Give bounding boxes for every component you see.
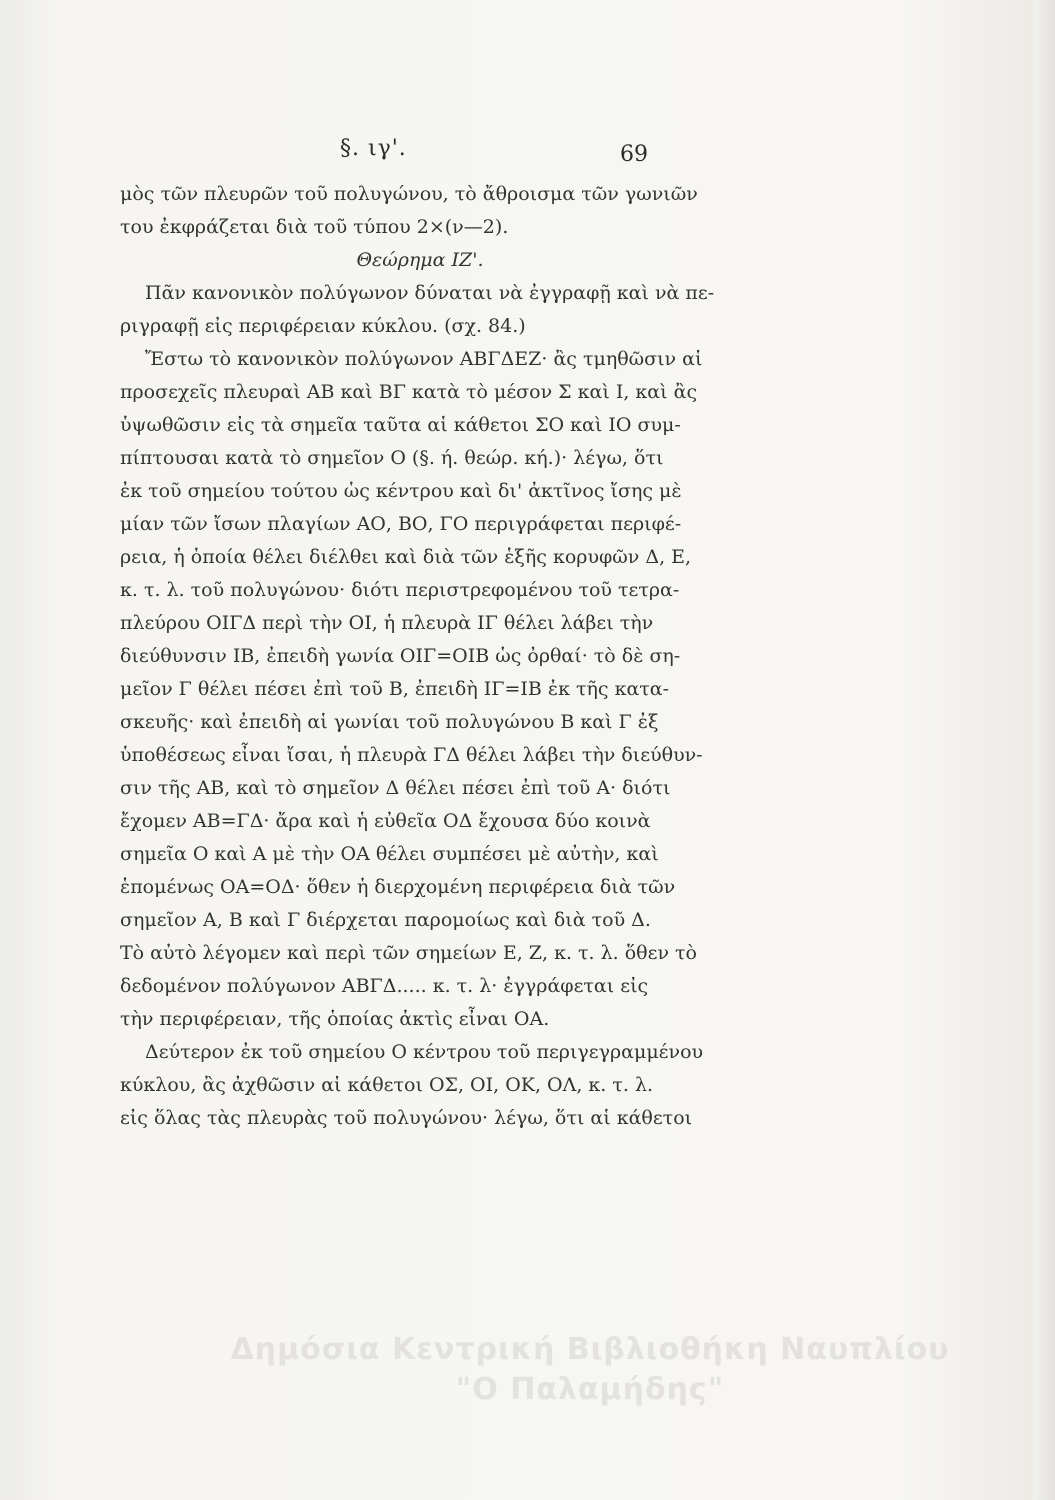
section-mark: §. ιγ'. — [340, 136, 407, 161]
text-line: Πᾶν κανονικὸν πολύγωνον δύναται νὰ ἐγγραφῇ καὶ νὰ πε- — [145, 282, 715, 304]
page-number: 69 — [620, 142, 648, 167]
text-line: ἐκ τοῦ σημείου τούτου ὡς κέντρου καὶ δι' ἀκτῖνος ἴσης μὲ — [120, 480, 682, 502]
text-line: Δεύτερον ἐκ τοῦ σημείου Ο κέντρου τοῦ περιγεγραμμένου — [145, 1041, 704, 1063]
text-line: εἰς ὅλας τὰς πλευρὰς τοῦ πολυγώνου· λέγω, ὅτι αἱ κάθετοι — [120, 1107, 693, 1129]
text-line: προσεχεῖς πλευραὶ ΑΒ καὶ ΒΓ κατὰ τὸ μέσον Σ καὶ Ι, καὶ ἂς — [120, 381, 698, 403]
text-line: κύκλου, ἂς ἀχθῶσιν αἱ κάθετοι ΟΣ, ΟΙ, ΟΚ, ΟΛ, κ. τ. λ. — [120, 1074, 654, 1096]
text-line: σημεῖα Ο καὶ Α μὲ τὴν ΟΑ θέλει συμπέσει μὲ αὐτὴν, καὶ — [120, 843, 659, 865]
watermark-line-2: "Ο Παλαμήδης" — [455, 1372, 725, 1407]
body-text — [120, 178, 720, 1135]
text-line: Τὸ αὐτὸ λέγομεν καὶ περὶ τῶν σημείων Ε, Ζ, κ. τ. λ. ὅθεν τὸ — [120, 942, 697, 964]
text-line: δεδομένον πολύγωνον ΑΒΓΔ..... κ. τ. λ· ἐγγράφεται εἰς — [120, 975, 649, 997]
text-line: σημεῖον Α, Β καὶ Γ διέρχεται παρομοίως καὶ διὰ τοῦ Δ. — [120, 909, 651, 931]
text-line: διεύθυνσιν ΙΒ, ἐπειδὴ γωνία ΟΙΓ=ΟΙΒ ὡς ὀρθαί· τὸ δὲ ση- — [120, 645, 681, 667]
text-line: τὴν περιφέρειαν, τῆς ὁποίας ἀκτὶς εἶναι ΟΑ. — [120, 1008, 550, 1030]
library-watermark — [230, 1330, 950, 1410]
page-header — [120, 130, 660, 174]
text-line: πλεύρου ΟΙΓΔ περὶ τὴν ΟΙ, ἡ πλευρὰ ΙΓ θέλει λάβει τὴν — [120, 612, 654, 634]
text-line: σιν τῆς ΑΒ, καὶ τὸ σημεῖον Δ θέλει πέσει ἐπὶ τοῦ Α· διότι — [120, 777, 671, 799]
text-line: ἔχομεν ΑΒ=ΓΔ· ἄρα καὶ ἡ εὐθεῖα ΟΔ ἔχουσα δύο κοινὰ — [120, 810, 651, 832]
text-line: μίαν τῶν ἴσων πλαγίων ΑΟ, ΒΟ, ΓΟ περιγράφεται περιφέ- — [120, 513, 682, 535]
text-line: κ. τ. λ. τοῦ πολυγώνου· διότι περιστρεφομένου τοῦ τετρα- — [120, 579, 680, 601]
text-line: σκευῆς· καὶ ἐπειδὴ αἱ γωνίαι τοῦ πολυγώνου Β καὶ Γ ἐξ — [120, 711, 659, 733]
text-line: μὸς τῶν πλευρῶν τοῦ πολυγώνου, τὸ ἄθροισμα τῶν γωνιῶν — [120, 183, 698, 205]
watermark-line-1: Δημόσια Κεντρική Βιβλιοθήκη Ναυπλίου — [230, 1332, 950, 1367]
text-line: πίπτουσαι κατὰ τὸ σημεῖον Ο (§. ή. θεώρ. κή.)· λέγω, ὅτι — [120, 447, 664, 469]
text-line: ὑποθέσεως εἶναι ἴσαι, ἡ πλευρὰ ΓΔ θέλει λάβει τὴν διεύθυν- — [120, 744, 703, 766]
text-line: Ἔστω τὸ κανονικὸν πολύγωνον ΑΒΓΔΕΖ· ἂς τμηθῶσιν αἱ — [145, 348, 703, 370]
text-line: ὑψωθῶσιν εἰς τὰ σημεῖα ταῦτα αἱ κάθετοι ΣΟ καὶ ΙΟ συμ- — [120, 414, 681, 436]
text-line: μεῖον Γ θέλει πέσει ἐπὶ τοῦ Β, ἐπειδὴ ΙΓ=ΙΒ ἐκ τῆς κατα- — [120, 678, 670, 700]
text-line: του ἐκφράζεται διὰ τοῦ τύπου 2×(ν—2). — [120, 216, 509, 238]
theorem-heading: Θεώρημα ΙΖ'. — [356, 249, 484, 271]
page-edge-shadow — [1033, 0, 1055, 1500]
text-line: ρεια, ἡ ὁποία θέλει διέλθει καὶ διὰ τῶν ἑξῆς κορυφῶν Δ, Ε, — [120, 546, 692, 568]
text-line: ἑπομένως ΟΑ=ΟΔ· ὅθεν ἡ διερχομένη περιφέρεια διὰ τῶν — [120, 876, 676, 898]
text-line: ριγραφῇ εἰς περιφέρειαν κύκλου. (σχ. 84.) — [120, 315, 526, 337]
